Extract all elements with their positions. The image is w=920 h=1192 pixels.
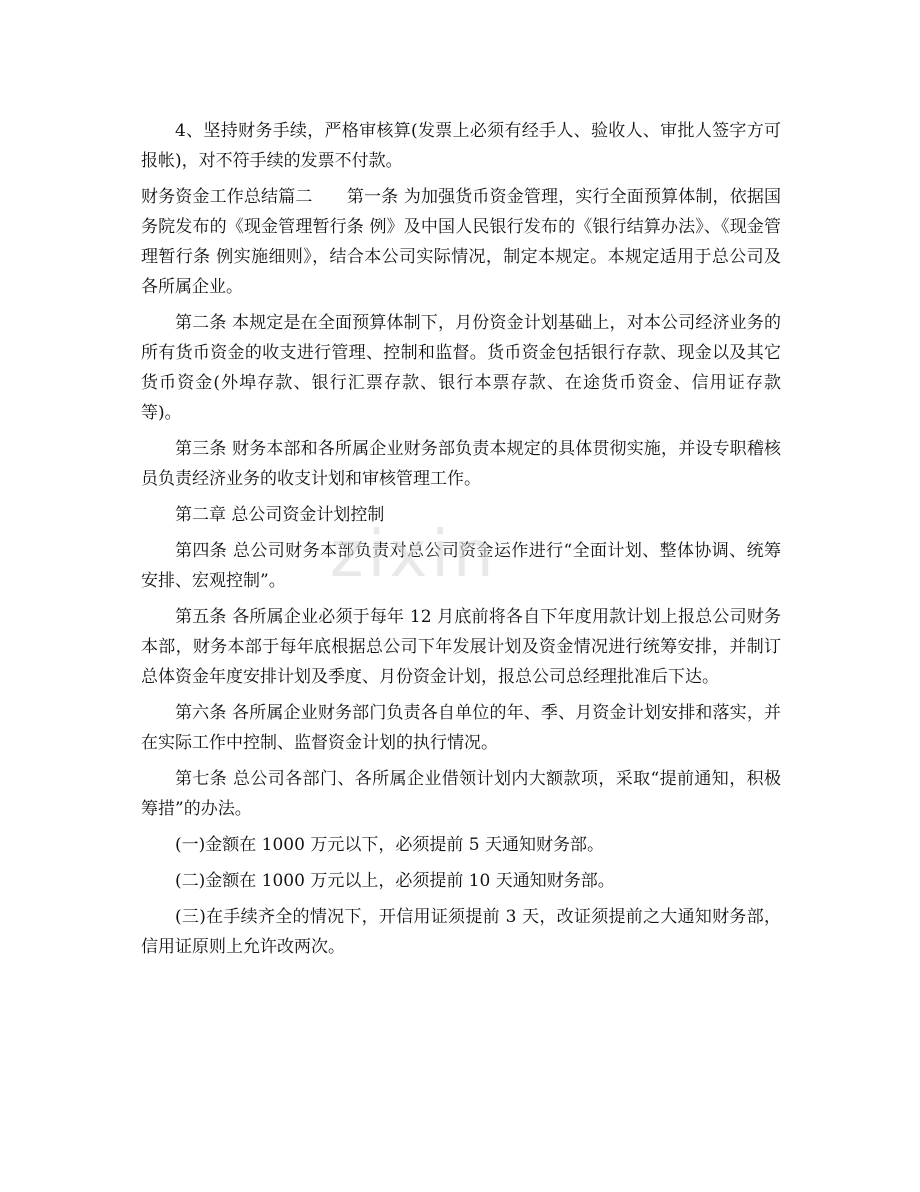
paragraph-1: 4、坚持财务手续，严格审核算(发票上必须有经手人、验收人、审批人签字方可报帐)，对不符手续的发票不付款。 (141, 121, 781, 171)
paragraph-4: 第三条 财务本部和各所属企业财务部负责本规定的具体贯彻实施，并设专职稽核员负责经济业务的收支计划和审核管理工作。 (141, 439, 781, 489)
list-item-3: (三)在手续齐全的情况下，开信用证须提前 3 天，改证须提前之大通知财务部，信用证原则上允许改两次。 (141, 907, 781, 957)
chapter-heading: 第二章 总公司资金计划控制 (175, 505, 385, 525)
document-body (141, 116, 781, 968)
paragraph-3: 第二条 本规定是在全面预算体制下，月份资金计划基础上，对本公司经济业务的所有货币资金的收支进行管理、控制和监督。货币资金包括银行存款、现金以及其它货币资金(外埠存款、银行汇票存款、银行本票存款、在途货币资金、信用证存款等)。 (141, 313, 781, 423)
list-item-2: (二)金额在 1000 万元以上，必须提前 10 天通知财务部。 (175, 871, 615, 891)
watermark: zixin (330, 518, 498, 592)
list-item-1: (一)金额在 1000 万元以下，必须提前 5 天通知财务部。 (175, 835, 604, 855)
paragraph-2: 财务资金工作总结篇二 第一条 为加强货币资金管理，实行全面预算体制，依据国务院发布的《现金管理暂行条 例》及中国人民银行发布的《银行结算办法》、《现金管理暂行条 例实施细则》，结合本公司实际情况，制定本规定。本规定适用于总公司及各所属企业。 (141, 187, 781, 297)
paragraph-7: 第五条 各所属企业必须于每年 12 月底前将各自下年度用款计划上报总公司财务本部，财务本部于每年底根据总公司下年发展计划及资金情况进行统筹安排，并制订总体资金年度安排计划及季度、月份资金计划，报总公司总经理批准后下达。 (141, 607, 781, 687)
paragraph-6: 第四条 总公司财务本部负责对总公司资金运作进行“全面计划、整体协调、统筹安排、宏观控制”。 (141, 541, 781, 591)
paragraph-9: 第七条 总公司各部门、各所属企业借领计划内大额款项，采取“提前通知，积极筹措”的办法。 (141, 769, 781, 819)
paragraph-8: 第六条 各所属企业财务部门负责各自单位的年、季、月资金计划安排和落实，并在实际工作中控制、监督资金计划的执行情况。 (141, 703, 781, 753)
